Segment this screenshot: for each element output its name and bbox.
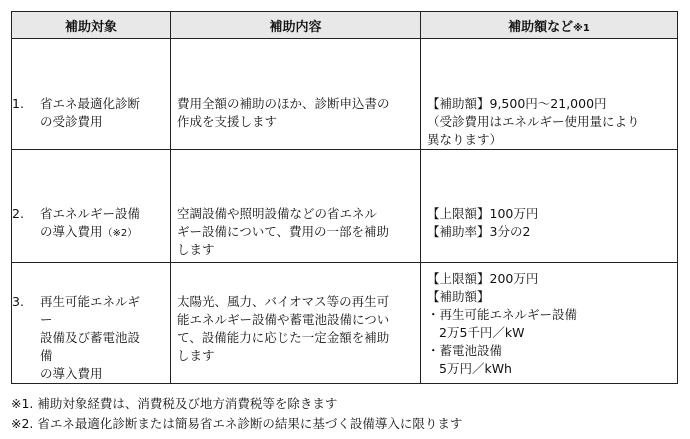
- header-amount-note: ※1: [573, 22, 590, 34]
- amount-cell: [421, 263, 678, 384]
- target-cell: [12, 39, 171, 150]
- amount-cell: [421, 150, 678, 263]
- amount-limit: 【上限額】200万円: [427, 271, 539, 286]
- content-line: ギー設備について、費用の一部を補助: [177, 224, 390, 239]
- content-line: て、設備能力に応じた一定金額を補助: [177, 330, 390, 345]
- amount-bullet: ・再生可能エネルギー設備: [427, 307, 578, 322]
- amount-line: 【上限額】100万円: [427, 206, 539, 221]
- content-line: します: [177, 348, 215, 363]
- target-line: の導入費用: [40, 366, 103, 381]
- target-line: 省エネ最適化診断: [40, 96, 141, 111]
- amount-line: 異なります）: [427, 132, 503, 147]
- amount-line: 【補助額】9,500円～21,000円: [427, 96, 607, 111]
- header-amount: [421, 12, 678, 39]
- target-line: の受診費用: [40, 114, 103, 129]
- target-line: 再生可能エネルギー: [40, 294, 141, 327]
- amount-line: 【補助率】3分の2: [427, 224, 531, 239]
- row-number: 3.: [12, 294, 24, 309]
- table-row: [12, 39, 678, 150]
- content-line: 作成を支援します: [177, 114, 278, 129]
- row-number: 1.: [12, 96, 24, 111]
- table-header-row: [12, 12, 678, 39]
- content-line: します: [177, 242, 215, 257]
- header-target: 補助対象: [12, 12, 171, 39]
- content-line: 費用全額の補助のほか、診断申込書の: [177, 96, 390, 111]
- content-cell: [171, 39, 421, 150]
- target-line: 省エネルギー設備: [40, 206, 141, 221]
- amount-bullet: ・蓄電池設備: [427, 343, 503, 358]
- amount-bullet-value: 2万5千円／kW: [439, 325, 525, 340]
- table-row: [12, 150, 678, 263]
- target-line: 設備及び蓄電池設備: [40, 330, 141, 363]
- content-cell: [171, 263, 421, 384]
- header-content: 補助内容: [171, 12, 421, 39]
- subsidy-table: [11, 11, 678, 384]
- row-number: 2.: [12, 206, 24, 221]
- amount-cell: [421, 39, 678, 150]
- target-line: の導入費用: [40, 224, 103, 239]
- amount-bullet-value: 5万円／kWh: [439, 361, 512, 376]
- footnote: ※2. 省エネ最適化診断または簡易省エネ診断の結果に基づく設備導入に限ります: [11, 416, 463, 431]
- footnote: ※1. 補助対象経費は、消費税及び地方消費税等を除きます: [11, 396, 338, 411]
- table-row: [12, 263, 678, 384]
- amount-line: （受診費用はエネルギー使用量により: [427, 114, 640, 129]
- content-line: 太陽光、風力、バイオマス等の再生可: [177, 294, 390, 309]
- header-amount-label: 補助額など: [508, 19, 574, 35]
- content-line: 能エネルギー設備や蓄電池設備につい: [177, 312, 390, 327]
- content-cell: [171, 150, 421, 263]
- amount-label: 【補助額】: [427, 289, 490, 304]
- target-cell: [12, 150, 171, 263]
- target-cell: [12, 263, 171, 384]
- target-note: （※2）: [102, 228, 138, 239]
- content-line: 空調設備や照明設備などの省エネル: [177, 206, 378, 221]
